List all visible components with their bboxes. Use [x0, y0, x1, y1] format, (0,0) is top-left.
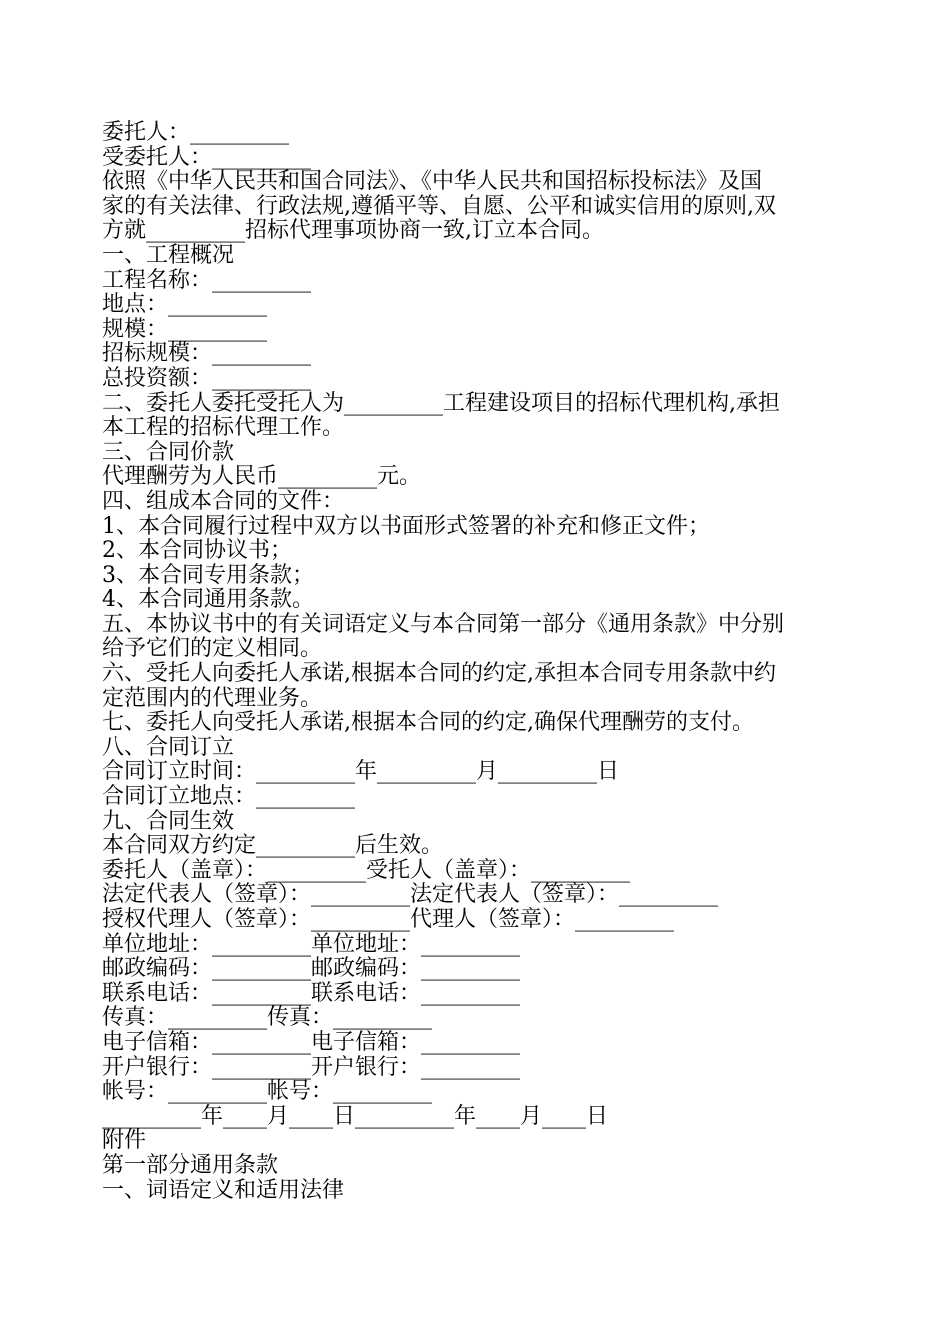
section-6-line-1: 六、受托人向委托人承诺,根据本合同的约定,承担本合同专用条款中约: [102, 661, 776, 687]
signing-place-line: 合同订立地点：_________: [102, 784, 356, 810]
email-line: 电子信箱：_________电子信箱：_________: [102, 1029, 521, 1055]
seal-line: 委托人（盖章）：_________受托人（盖章）：_________: [102, 857, 631, 883]
section-heading-1: 一、工程概况: [102, 242, 235, 268]
document-item-1: 1、本合同履行过程中双方以书面形式签署的补充和修正文件；: [102, 513, 710, 539]
bank-line: 开户银行：_________开户银行：_________: [102, 1054, 521, 1080]
document-page: [102, 121, 852, 1203]
section-heading-9: 九、合同生效: [102, 808, 235, 834]
document-item-4: 4、本合同通用条款。: [102, 587, 314, 613]
bidding-scale-line: 招标规模：_________: [102, 341, 312, 367]
section-2-line-2: 本工程的招标代理工作。: [102, 415, 345, 441]
section-heading-4: 四、组成本合同的文件：: [102, 488, 345, 514]
account-line: 帐号：_________帐号：_________: [102, 1079, 433, 1105]
preamble-line-3: 方就_________招标代理事项协商一致,订立本合同。: [102, 218, 604, 244]
phone-line: 联系电话：_________联系电话：_________: [102, 980, 521, 1006]
total-investment-line: 总投资额：_________: [102, 365, 312, 391]
section-5-line-1: 五、本协议书中的有关词语定义与本合同第一部分《通用条款》中分别: [102, 611, 785, 637]
project-name-line: 工程名称：_________: [102, 267, 312, 293]
principal-line: 委托人：_________: [102, 120, 290, 145]
address-line: 单位地址：_________单位地址：_________: [102, 931, 521, 957]
part-1-heading: 第一部分通用条款: [102, 1152, 279, 1178]
agent-line: 受委托人：_________: [102, 144, 312, 170]
legal-rep-line: 法定代表人（签章）：_________法定代表人（签章）：_________: [102, 882, 719, 908]
date-signature-line: _________年____月____日_________年____月____日: [102, 1103, 609, 1129]
section-6-line-2: 定范围内的代理业务。: [102, 685, 323, 711]
fee-line: 代理酬劳为人民币_________元。: [102, 464, 422, 490]
section-2-line-1: 二、委托人委托受托人为_________工程建设项目的招标代理机构,承担: [102, 390, 780, 416]
authorized-agent-line: 授权代理人（签章）：_________代理人（签章）：_________: [102, 907, 675, 932]
scale-line: 规模：_________: [102, 316, 268, 342]
document-item-3: 3、本合同专用条款；: [102, 562, 314, 588]
document-item-2: 2、本合同协议书；: [102, 538, 292, 564]
preamble-line-1: 依照《中华人民共和国合同法》、《中华人民共和国招标投标法》及国: [102, 169, 763, 195]
section-heading-8: 八、合同订立: [102, 734, 235, 760]
section-5-line-2: 给予它们的定义相同。: [102, 636, 323, 662]
signing-date-line: 合同订立时间：_________年_________月_________日: [102, 759, 620, 785]
section-7-line: 七、委托人向受托人承诺,根据本合同的约定,确保代理酬劳的支付。: [102, 710, 754, 736]
effective-line: 本合同双方约定_________后生效。: [102, 833, 444, 859]
preamble-line-2: 家的有关法律、行政法规,遵循平等、自愿、公平和诚实信用的原则,双: [102, 193, 776, 219]
section-heading-3: 三、合同价款: [102, 439, 235, 465]
part-1-section-1-heading: 一、词语定义和适用法律: [102, 1177, 345, 1203]
location-line: 地点：_________: [102, 292, 268, 318]
appendix-heading: 附件: [102, 1128, 147, 1154]
postcode-line: 邮政编码：_________邮政编码：_________: [102, 956, 521, 982]
fax-line: 传真：_________传真：_________: [102, 1005, 433, 1031]
